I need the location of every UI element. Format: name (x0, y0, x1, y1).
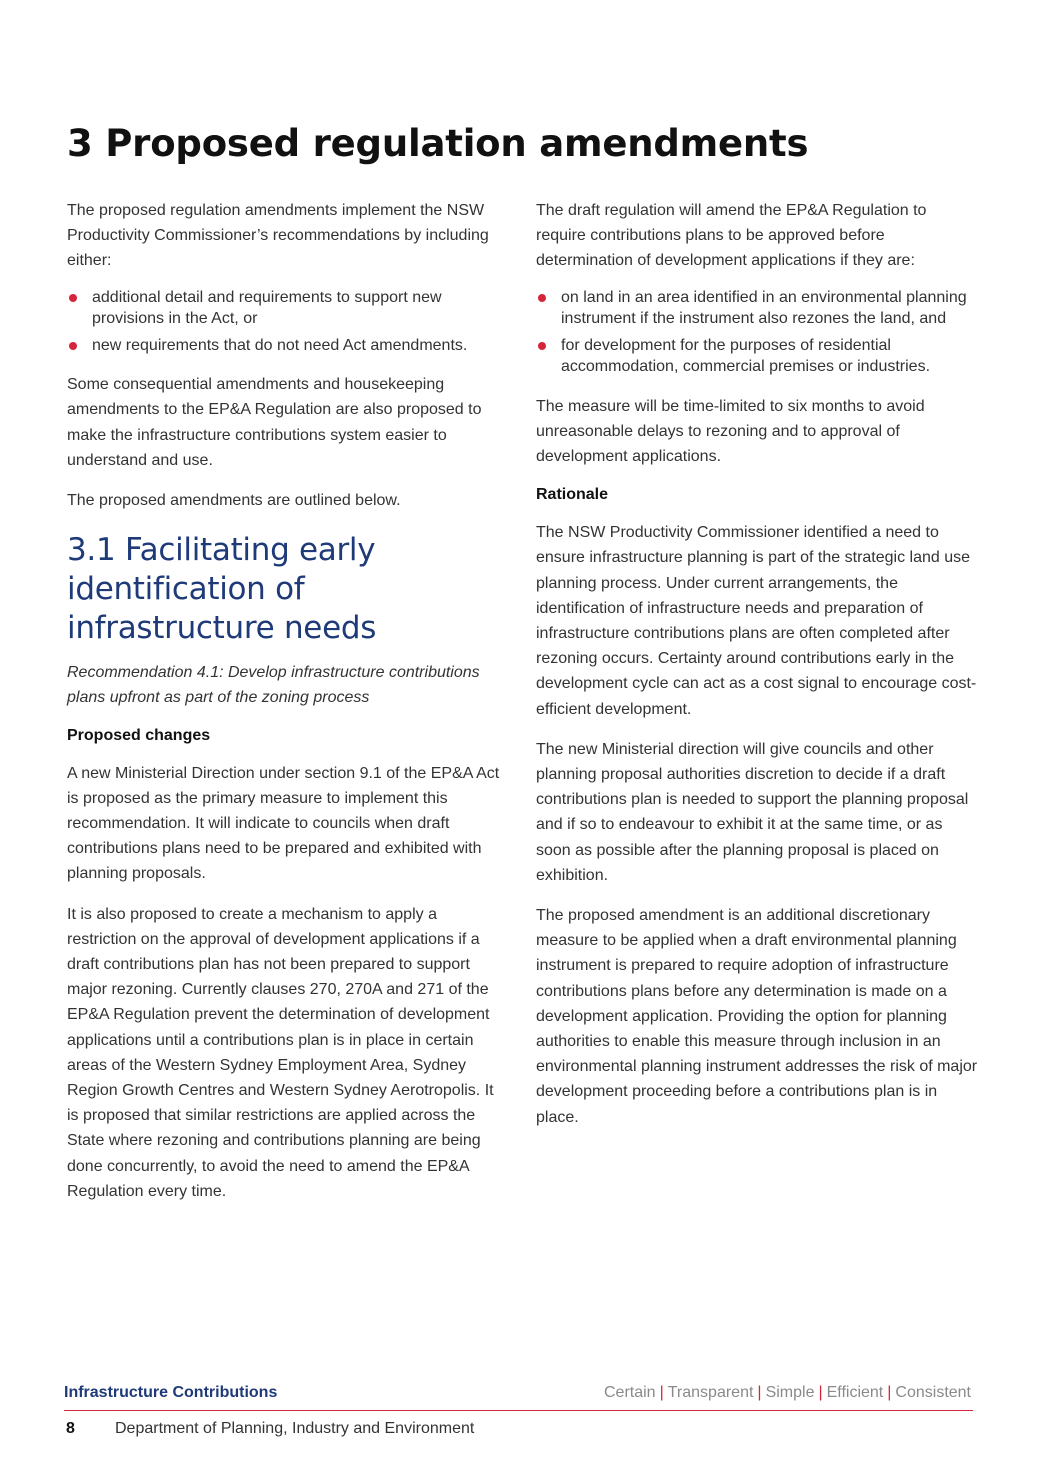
list-item-text: for development for the purposes of residential accommodation, commercial premises or industries. (561, 336, 931, 376)
left-column (67, 198, 509, 1219)
tagline-separator: | (659, 1384, 664, 1401)
section-title: 3.1 Facilitating early identification of infrastructure needs (67, 532, 377, 647)
paragraph: A new Ministerial Direction under section 9.1 of the EP&A Act is proposed as the primary measure to implement this recommendation. It will indicate to councils when draft contributions plans need to be prepared and exhibited with planning proposals. (67, 764, 500, 883)
list-item (536, 335, 978, 378)
page-number: 8 (66, 1420, 75, 1437)
tagline-word: Efficient (826, 1384, 884, 1401)
paragraph: The measure will be time-limited to six months to avoid unreasonable delays to rezoning and to approval of development applications. (536, 397, 925, 466)
tagline-word: Certain (604, 1384, 656, 1401)
bullet-icon (69, 342, 77, 350)
department-name: Department of Planning, Industry and Environment (115, 1420, 475, 1437)
paragraph: The proposed amendment is an additional discretionary measure to be applied when a draft environmental planning instrument is prepared to require adoption of infrastructure contributions plans before any determination is made on a development application. Providing the option for planning authorities to enable this measure through inclusion in an environmental planning instrument addresses the risk of major development proceeding before a contributions plan is in place. (536, 907, 978, 1126)
bullet-icon (538, 342, 546, 350)
list-item (536, 287, 978, 330)
footer-title: Infrastructure Contributions (64, 1384, 278, 1401)
tagline-word: Simple (765, 1384, 815, 1401)
page-title: 3 Proposed regulation amendments (67, 122, 809, 165)
bullet-list (67, 287, 509, 357)
intro-paragraph: The draft regulation will amend the EP&A Regulation to require contributions plans to be approved before determination of development applications if they are: (536, 202, 927, 270)
tagline-separator: | (818, 1384, 823, 1401)
recommendation-text: Recommendation 4.1: Develop infrastructure contributions plans upfront as part of the zoning process (67, 664, 480, 707)
tagline-separator: | (757, 1384, 762, 1401)
footer-divider (64, 1410, 973, 1411)
rationale-heading: Rationale (536, 486, 609, 504)
paragraph: Some consequential amendments and housekeeping amendments to the EP&A Regulation are also proposed to make the infrastructure contributions system easier to understand and use. (67, 376, 482, 469)
paragraph: It is also proposed to create a mechanism to apply a restriction on the approval of development applications if a draft contributions plan has not been prepared to support major rezoning. Currently clauses 270, 270A and 271 of the EP&A Regulation prevent the determination of development applications until a contributions plan is in place in certain areas of the Western Sydney Employment Area, Sydney Region Growth Centres and Western Sydney Aerotropolis. It is proposed that similar restrictions are applied across the State where rezoning and contributions planning are being done concurrently, to avoid the need to amend the EP&A Regulation every time. (67, 905, 494, 1200)
list-item (67, 287, 509, 330)
intro-paragraph: The proposed regulation amendments implement the NSW Productivity Commissioner’s recommendations by including either: (67, 202, 489, 270)
paragraph: The proposed amendments are outlined below. (67, 491, 401, 509)
bullet-list (536, 287, 978, 378)
tagline-separator: | (887, 1384, 892, 1401)
list-item-text: new requirements that do not need Act amendments. (92, 336, 468, 354)
paragraph: The new Ministerial direction will give councils and other planning proposal authorities discretion to decide if a draft contributions plan is needed to support the planning proposal and if so to endeavour to exhibit it at the same time, or as soon as possible after the planning proposal is placed on exhibition. (536, 740, 969, 884)
tagline-word: Consistent (895, 1384, 971, 1401)
bullet-icon (538, 294, 546, 302)
list-item-text: on land in an area identified in an environmental planning instrument if the instrument also rezones the land, and (561, 288, 967, 328)
tagline-word: Transparent (667, 1384, 754, 1401)
paragraph: The NSW Productivity Commissioner identified a need to ensure infrastructure planning is part of the strategic land use planning process. Under current arrangements, the identification of infrastructure needs and preparation of infrastructure contributions plans are often completed after rezoning occurs. Certainty around contributions early in the development cycle can act as a cost signal to encourage cost-efficient development. (536, 524, 977, 718)
footer-tagline (604, 1384, 971, 1402)
right-column (536, 198, 978, 1145)
bullet-icon (69, 294, 77, 302)
list-item-text: additional detail and requirements to support new provisions in the Act, or (92, 288, 442, 328)
list-item (67, 335, 509, 357)
proposed-changes-heading: Proposed changes (67, 726, 211, 744)
